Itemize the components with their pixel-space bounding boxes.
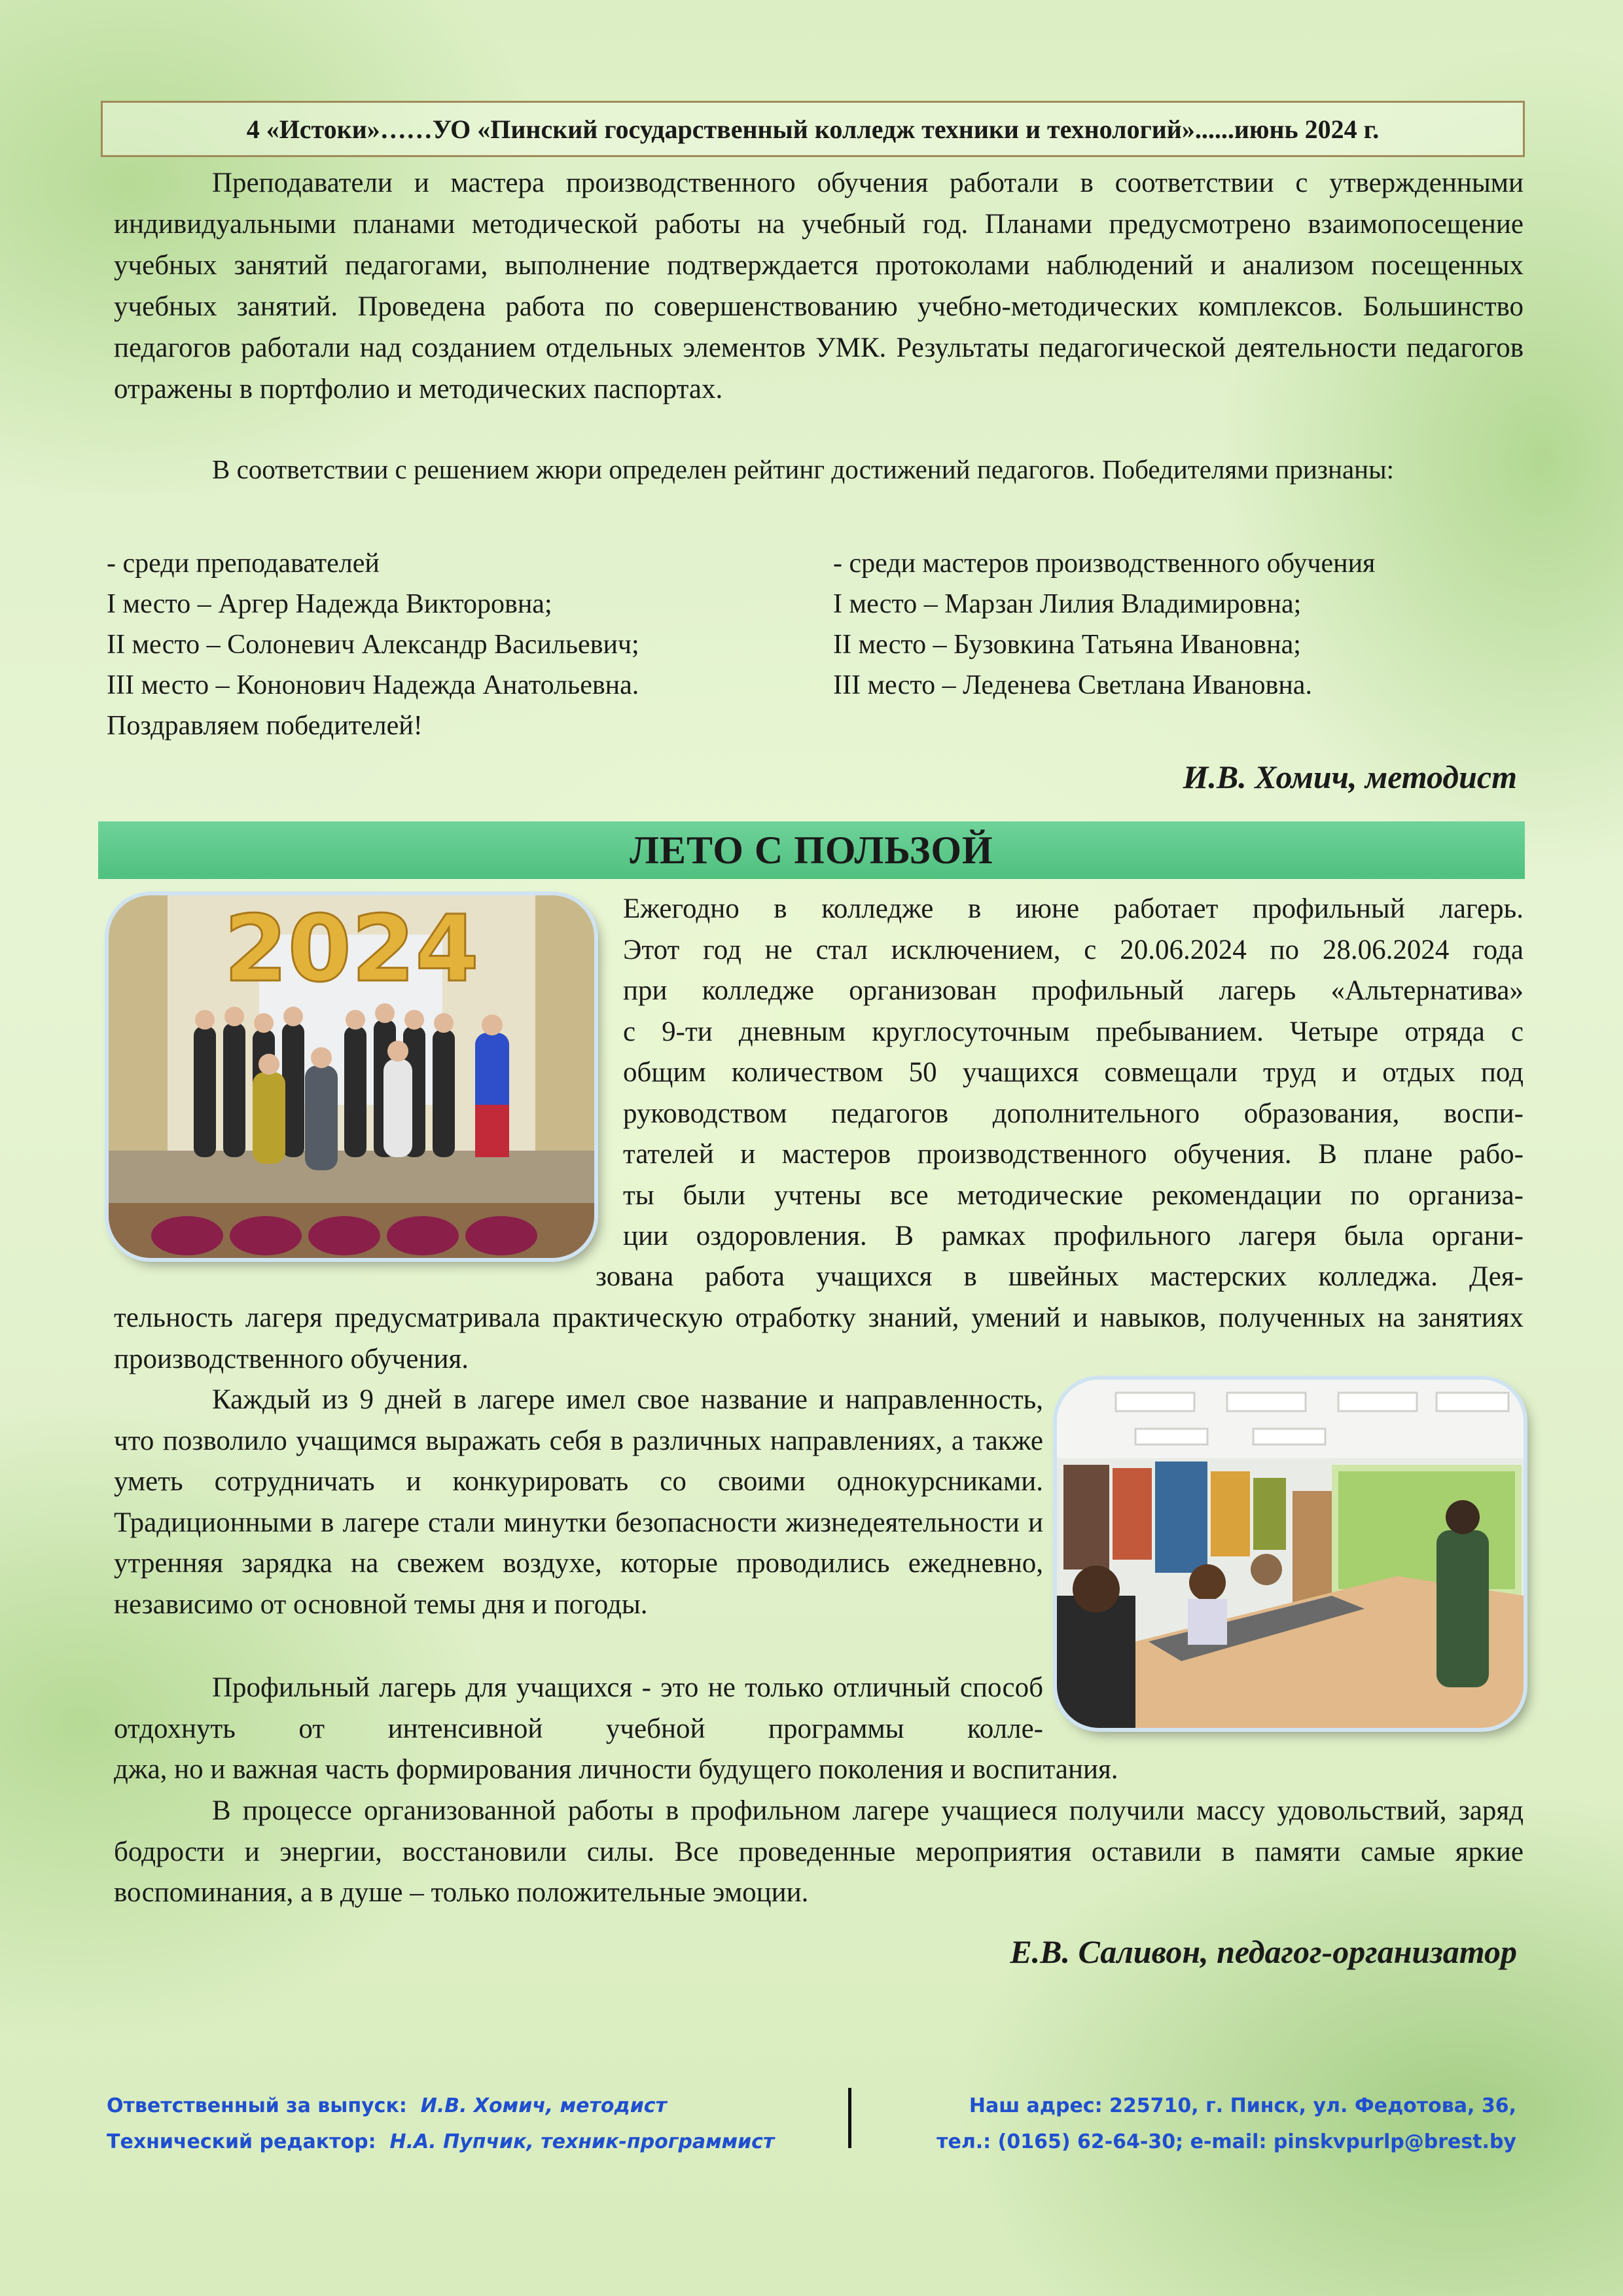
teachers-place-1: I место – Аргер Надежда Викторовна; [107,589,552,619]
article2-p1-line-9: ции оздоровления. В рамках профильного лагеря была органи- [623,1221,1524,1251]
responsible-name: И.В. Хомич, методист [420,2094,667,2117]
masters-heading: - среди мастеров производственного обучения [833,548,1376,579]
responsible-label: Ответственный за выпуск: [107,2094,407,2117]
article2-p1-line-2: Этот год не стал исключением, с 20.06.2024 по 28.06.2024 года [623,934,1524,965]
editor-label: Технический редактор: [107,2130,376,2153]
article2-p1-line-4: с 9-ти дневным круглосуточным пребыванием. Четыре отряда с [623,1016,1524,1047]
group-photo [109,895,594,1258]
article2-paragraph-1-wrapped [623,889,1524,1257]
teachers-winners [107,543,639,746]
article1-paragraph-1: Преподаватели и мастера производственного обучения работали в соответствии с утвержденными индивидуальными планами методической работы на учебный год. Планами предусмотрено взаимопосещение учебных занятий педагогами, выполнение подтверждается протоколами наблюдений и анализом посещенных учебных занятий. Проведена работа по совершенствованию учебно-методических комплексов. Большинство педагогов работали над созданием отдельных элементов УМК. Результаты педагогической деятельности педагогов отражены в портфолио и методических паспортах. [114,168,1524,404]
balloon-text-2024: 2024 [224,896,479,1003]
footer-contacts [936,2088,1516,2160]
article2-p1-line-8: ты были учтены все методические рекомендации по организа- [623,1179,1524,1211]
footer-divider [848,2088,851,2148]
congratulations: Поздравляем победителей! [107,711,423,741]
article2-p1-line-5: общим количеством 50 учащихся совмещали труд и отдых под [623,1057,1524,1088]
article2-p1-line-1: Ежегодно в колледже в июне работает профильный лагерь. [623,893,1524,924]
masters-place-3: III место – Леденева Светлана Ивановна. [833,670,1312,700]
article1-signature: И.В. Хомич, методист [1183,759,1517,795]
article2-p1-line-6: руководством педагогов дополнительного образования, воспи- [623,1098,1524,1129]
footer-credits [107,2088,774,2160]
article2-title: ЛЕТО С ПОЛЬЗОЙ [630,828,993,872]
article2-signature: Е.В. Саливон, педагог-организатор [1010,1933,1517,1970]
article2-p1-line-7: тателей и мастеров производственного обучения. В плане рабо- [623,1139,1524,1170]
article1-paragraph-2: В соответствии с решением жюри определен рейтинг достижений педагогов. Победителями признаны: [212,454,1395,484]
teachers-place-3: III место – Кононович Надежда Анатольевна. [107,670,639,700]
editor-name: Н.А. Пупчик, техник-программист [389,2130,775,2153]
classroom-photo [1057,1380,1524,1728]
article2-paragraph-4: В процессе организованной работы в профильном лагере учащиеся получили массу удовольствий, заряд бодрости и энергии, восстановили силы. Все проведенные мероприятия оставили в памяти самые яркие воспоминания, а в душе – только положительные эмоции. [114,1795,1524,1908]
masters-winners [833,543,1375,706]
running-header [101,101,1525,157]
masters-place-2: II место – Бузовкина Татьяна Ивановна; [833,630,1301,660]
teachers-heading: - среди преподавателей [107,548,380,579]
article2-p1-line-10: зована работа учащихся в швейных мастерских колледжа. Дея- [596,1261,1524,1292]
article2-paragraph-2: Каждый из 9 дней в лагере имел свое название и направленность, что позволило учащимся выражать себя в различных направлениях, а также уметь сотрудничать и конкурировать со своими однокурсниками. Традиционными в лагере стали минутки безопасности жизнедеятельности и утренняя зарядка на свежем воздухе, которые проводились ежедневно, независимо от основной темы дня и погоды. [114,1384,1043,1620]
article2-paragraph-3-tail: джа, но и важная часть формирования личности будущего поколения и воспитания. [114,1754,1118,1785]
teachers-place-2: II место – Солоневич Александр Васильевич; [107,630,639,660]
article2-paragraph-1-tail: тельность лагеря предусматривала практическую отработку знаний, умений и навыков, полученных на занятиях производственного обучения. [114,1302,1524,1374]
address: Наш адрес: 225710, г. Пинск, ул. Федотова, 36, [969,2094,1516,2117]
masters-place-1: I место – Марзан Лилия Владимировна; [833,589,1302,619]
running-title: 4 «Истоки»……УО «Пинский государственный колледж техники и технологий»......июнь 2024 г. [246,114,1380,144]
contacts[interactable]: тел.: (0165) 62-64-30; e-mail: pinskvpurlp@brest.by [936,2130,1516,2153]
article2-paragraph-3-head: Профильный лагерь для учащихся - это не только отличный способ отдохнуть от интенсивной учебной программы колле- [114,1672,1043,1744]
article2-title-banner [98,821,1525,879]
article2-p1-line-3: при колледже организован профильный лагерь «Альтернатива» [623,975,1524,1006]
